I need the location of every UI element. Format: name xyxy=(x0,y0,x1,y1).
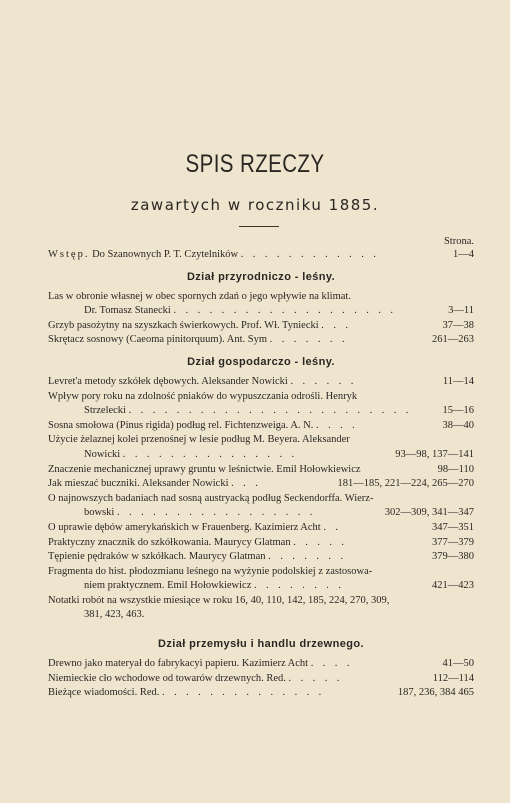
entry-text: Znaczenie mechanicznej uprawy gruntu w leśnictwie. Emil Hołowkiewicz xyxy=(48,463,361,475)
page-number: 3—11 xyxy=(448,305,474,317)
intro-text: Do Szanownych P. T. Czytelników xyxy=(92,249,239,260)
leader-dots: . . . . . xyxy=(288,672,343,684)
leader-dots: . . . . . . . . . . . . . . . . . . . xyxy=(173,305,397,317)
list-item xyxy=(48,565,474,580)
page-number: 302—309, 341—347 xyxy=(384,507,474,519)
table-of-contents xyxy=(48,248,474,701)
page-title: SPIS RZECZY xyxy=(185,150,325,178)
page-number: 112—114 xyxy=(432,672,474,684)
list-item xyxy=(48,492,474,507)
list-item xyxy=(48,319,474,334)
entry-text: Fragmenta do hist. płodozmianu leśnego na wyżynie podolskiej z zastosowa- xyxy=(48,565,373,577)
leader-dots: . . . . . . . . . . . . . . . xyxy=(122,448,298,460)
page-number: 93—98, 137—141 xyxy=(395,448,474,460)
leader-dots: . . . . . xyxy=(293,536,348,548)
intro-lead: Wstęp. xyxy=(48,249,90,260)
list-item xyxy=(48,433,474,448)
entry-text: Grzyb pasożytny na szyszkach świerkowych. Prof. Wł. Tyniecki xyxy=(48,319,319,331)
leader-dots: . . . . . . . . . . . . . . . . . xyxy=(116,507,316,519)
leader-dots: . . . xyxy=(321,319,352,331)
entry-text: Niemieckie cło wchodowe od towarów drzewnych. Red. xyxy=(48,672,286,684)
list-item xyxy=(48,448,474,463)
list-item xyxy=(48,672,474,687)
list-item xyxy=(48,290,474,305)
entry-text: Dr. Tomasz Stanecki xyxy=(84,305,171,317)
page-number: 261—263 xyxy=(432,334,474,346)
entry-text: 381, 423, 463. xyxy=(84,609,145,621)
entry-text: O uprawie dębów amerykańskich w Frauenberg. Kazimierz Acht xyxy=(48,521,321,533)
title-rule xyxy=(239,226,279,227)
page-number: 15—16 xyxy=(442,405,474,417)
leader-dots: . . . . . . . xyxy=(269,334,348,346)
list-item xyxy=(48,248,474,263)
list-item xyxy=(48,521,474,536)
page-number: 377—379 xyxy=(432,536,474,548)
list-item xyxy=(48,506,474,521)
page-number: 38—40 xyxy=(442,419,474,431)
list-item xyxy=(48,550,474,565)
leader-dots: . . . . xyxy=(316,419,359,431)
list-item xyxy=(48,404,474,419)
entry-text: Jak mieszać buczniki. Aleksander Nowicki xyxy=(48,478,229,490)
list-item xyxy=(48,579,474,594)
page-number: 37—38 xyxy=(442,319,474,331)
entry-text: O najnowszych badaniach nad sosną austryacką podług Seckendorffa. Wierz- xyxy=(48,492,374,504)
page-number: 98—110 xyxy=(437,463,474,475)
entry-text: Nowicki xyxy=(84,448,121,460)
page-number: 421—423 xyxy=(432,580,474,592)
page-subtitle: zawartych w roczniku 1885. xyxy=(130,196,380,214)
list-item xyxy=(48,594,474,609)
entry-text: Notatki robót na wszystkie miesiące w roku 16, 40, 110, 142, 185, 224, 270, 309, xyxy=(48,594,390,606)
entry-text: bowski xyxy=(84,507,115,519)
entry-text: Strzelecki xyxy=(84,405,126,417)
entry-text: Bieżące wiadomości. Red. xyxy=(48,687,160,699)
entry-text: Skrętacz sosnowy (Caeoma pinitorquum). Ant. Sym xyxy=(48,334,268,346)
entry-text: Użycie żelaznej kolei przenośnej w lesie podług M. Beyera. Aleksander xyxy=(48,434,350,446)
leader-dots: . . . . . . . . . . . . . . . . . . . . . . . . xyxy=(128,405,412,417)
entry-text: Wpływ pory roku na zdolność pniaków do wypuszczania odrośli. Henryk xyxy=(48,390,358,402)
page-number: 41—50 xyxy=(442,658,474,670)
page-number: 181—185, 221—224, 265—270 xyxy=(337,478,474,490)
entry-text: Sosna smołowa (Pinus rigida) podług rel. Fichtenzweiga. A. N. xyxy=(48,419,314,431)
page-number: 11—14 xyxy=(442,375,474,387)
list-item xyxy=(48,304,474,319)
leader-dots: . . xyxy=(323,521,342,533)
page-column-label: Strona. xyxy=(443,236,474,247)
list-item xyxy=(48,477,474,492)
leader-dots: . . . . . . . . . . . . . . xyxy=(162,687,325,699)
page-number: 379—380 xyxy=(432,551,474,563)
leader-dots: . . . . . . . . xyxy=(254,580,345,592)
page-number: 187, 236, 384 465 xyxy=(397,687,474,699)
leader-dots: . . . . . . . xyxy=(268,551,347,563)
section-heading: Dział przyrodniczo - leśny. xyxy=(186,270,336,283)
list-item xyxy=(48,419,474,434)
leader-dots: . . . . . . . . . . . . xyxy=(240,249,380,260)
list-item xyxy=(48,686,474,701)
section-heading: Dział gospodarczo - leśny. xyxy=(187,355,335,368)
leader-dots: . . . xyxy=(231,478,262,490)
list-item xyxy=(48,463,474,478)
page-number: 347—351 xyxy=(432,521,474,533)
entry-text: Las w obronie własnej w obec spornych zdań o jego wpływie na klimat. xyxy=(48,290,351,302)
list-item xyxy=(48,390,474,405)
list-item xyxy=(48,333,474,348)
entry-text: Praktyczny znacznik do szkółkowania. Maurycy Glatman xyxy=(48,536,291,548)
page-number: 1—4 xyxy=(453,249,474,260)
entry-text: niem praktycznem. Emil Hołowkiewicz xyxy=(84,580,252,592)
section-heading: Dział przemysłu i handlu drzewnego. xyxy=(158,638,364,651)
list-item xyxy=(48,375,474,390)
entry-text: Drewno jako materyał do fabrykacyi papieru. Kazimierz Acht xyxy=(48,658,309,670)
leader-dots: . . . . xyxy=(310,658,353,670)
list-item xyxy=(48,657,474,672)
list-item xyxy=(48,608,474,623)
entry-text: Levret'a metody szkółek dębowych. Aleksander Nowicki xyxy=(48,375,288,387)
entry-text: Tępienie pędraków w szkółkach. Maurycy Glatman xyxy=(48,551,266,563)
leader-dots: . . . . . . xyxy=(290,375,357,387)
list-item xyxy=(48,536,474,551)
